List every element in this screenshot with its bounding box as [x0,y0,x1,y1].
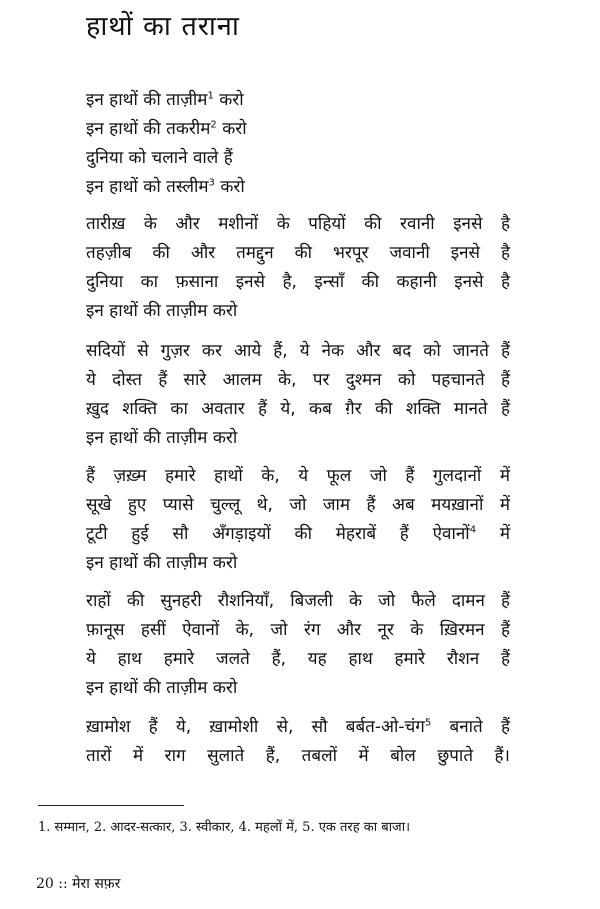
verse-line: तारों में राग सुलाते हैं, तबलों में बोल छुपाते हैं। [86,746,510,766]
poem-title: हाथों का तराना [86,11,240,42]
verse-line: इन हाथों की ताज़ीम करो [86,553,238,573]
verse-line: इन हाथों की ताज़ीम करो [86,428,238,448]
stanza-5 [86,587,510,703]
stanza-3 [86,337,510,453]
verse-line: इन हाथों की ताज़ीम करो [86,301,238,321]
verse-line: तारीख़ के और मशीनों के पहियों की रवानी इनसे है [86,214,510,234]
footnotes: 1. सम्मान, 2. आदर-सत्कार, 3. स्वीकार, 4. महलों में, 5. एक तरह का बाजा। [38,820,410,835]
verse-line: दुनिया का फ़साना इनसे है, इन्साँ की कहानी इनसे है [86,272,510,292]
verse-line: इन हाथों की ताज़ीम करो [86,678,238,698]
stanza-6 [86,713,510,771]
verse-line: इन हाथों की ताज़ीम$^1$ करो [86,90,244,110]
verse-line: टूटी हुई सौ अँगड़ाइयों की मेहराबें हैं ऐवानों$^4$ में [86,524,510,544]
verse-line: ख़ुद शक्ति का अवतार हैं ये, कब ग़ैर की शक्ति मानते हैं [86,399,510,419]
verse-line: सदियों से गुज़र कर आये हैं, ये नेक और बद को जानते हैं [86,341,510,361]
verse-line: ख़ामोश हैं ये, ख़ामोशी से, सौ बर्बत-ओ-चंग$^5$ बनाते हैं [86,717,510,737]
footnote-marker: 2 [210,119,217,131]
verse-line: इन हाथों को तस्लीम$^3$ करो [86,177,245,197]
verse-line: दुनिया को चलाने वाले हैं [86,148,233,168]
footnote-marker: 3 [208,177,215,189]
verse-line: राहों की सुनहरी रौशनियाँ, बिजली के जो फैले दामन हैं [86,591,510,611]
verse-line: हैं ज़ख़्म हमारे हाथों के, ये फूल जो हैं गुलदानों में [86,466,510,486]
verse-line: फ़ानूस हसीं ऐवानों के, जो रंग और नूर के ख़िरमन हैं [86,620,510,640]
page-footer: 20 :: मेरा सफ़र [36,876,121,892]
verse-line: ये हाथ हमारे जलते हैं, यह हाथ हमारे रौशन हैं [86,649,510,669]
verse-line: इन हाथों की तकरीम$^2$ करो [86,119,247,139]
footnote-marker: 5 [424,717,432,729]
footnote-marker: 1 [207,90,214,102]
footnote-marker: 4 [469,524,477,536]
stanza-2 [86,210,510,326]
verse-line: तहज़ीब की और तमद्दुन की भरपूर जवानी इनसे है [86,243,510,263]
stanza-4 [86,462,510,578]
verse-line: ये दोस्त हैं सारे आलम के, पर दुश्मन को पहचानते हैं [86,370,510,390]
footnote-divider [38,805,184,806]
verse-line: सूखे हुए प्यासे चुल्लू थे, जो जाम हैं अब मयख़ानों में [86,495,510,515]
stanza-1 [86,86,510,202]
